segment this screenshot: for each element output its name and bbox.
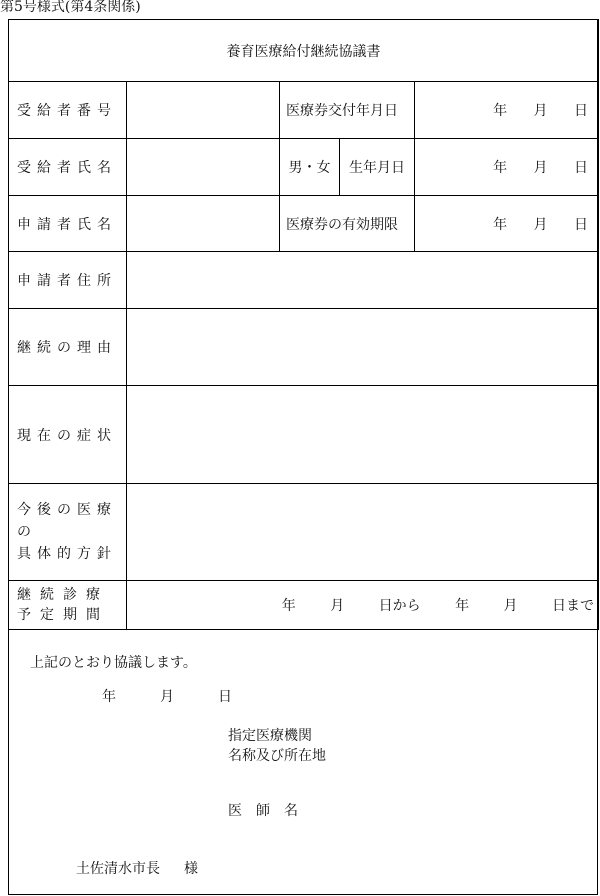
treatment-period-label: 継続診療 予定期間 xyxy=(9,581,127,630)
cert-issue-date-label: 医療券交付年月日 xyxy=(280,82,415,139)
cert-issue-date-field[interactable]: 年 月 日 xyxy=(415,82,599,139)
future-plan-label: 今後の医療の 具体的方針 xyxy=(9,484,127,581)
recipient-number-label: 受給者番号 xyxy=(9,82,127,139)
addressee-text: 土佐清水市長 様 xyxy=(76,861,198,877)
sex-selector[interactable]: 男・女 xyxy=(280,139,340,196)
reason-label: 継続の理由 xyxy=(9,309,127,386)
cert-validity-field[interactable]: 年 月 日 xyxy=(415,196,599,252)
recipient-number-field[interactable] xyxy=(127,82,280,139)
symptoms-field[interactable] xyxy=(127,386,599,484)
agreement-date[interactable]: 年 月 日 xyxy=(102,689,232,705)
applicant-address-field[interactable] xyxy=(127,252,599,309)
recipient-name-field[interactable] xyxy=(127,139,280,196)
statement-text: 上記のとおり協議します。 xyxy=(30,655,197,671)
future-plan-field[interactable] xyxy=(127,484,599,581)
symptoms-label: 現在の症状 xyxy=(9,386,127,484)
applicant-name-field[interactable] xyxy=(127,196,280,252)
birth-date-field[interactable]: 年 月 日 xyxy=(415,139,599,196)
institution-label: 指定医療機関 名称及び所在地 xyxy=(228,728,326,764)
treatment-period-field[interactable]: 年 月 日から 年 月 日まで xyxy=(127,581,599,630)
form-table xyxy=(8,19,599,630)
doctor-name-label: 医 師 名 xyxy=(228,803,298,819)
agreement-section xyxy=(8,630,598,895)
reason-field[interactable] xyxy=(127,309,599,386)
form-title: 養育医療給付継続協議書 xyxy=(9,20,599,82)
applicant-name-label: 申請者氏名 xyxy=(9,196,127,252)
recipient-name-label: 受給者氏名 xyxy=(9,139,127,196)
applicant-address-label: 申請者住所 xyxy=(9,252,127,309)
birth-date-label: 生年月日 xyxy=(340,139,415,196)
form-number: 第5号様式(第4条関係) xyxy=(0,0,141,15)
cert-validity-label: 医療券の有効期限 xyxy=(280,196,415,252)
